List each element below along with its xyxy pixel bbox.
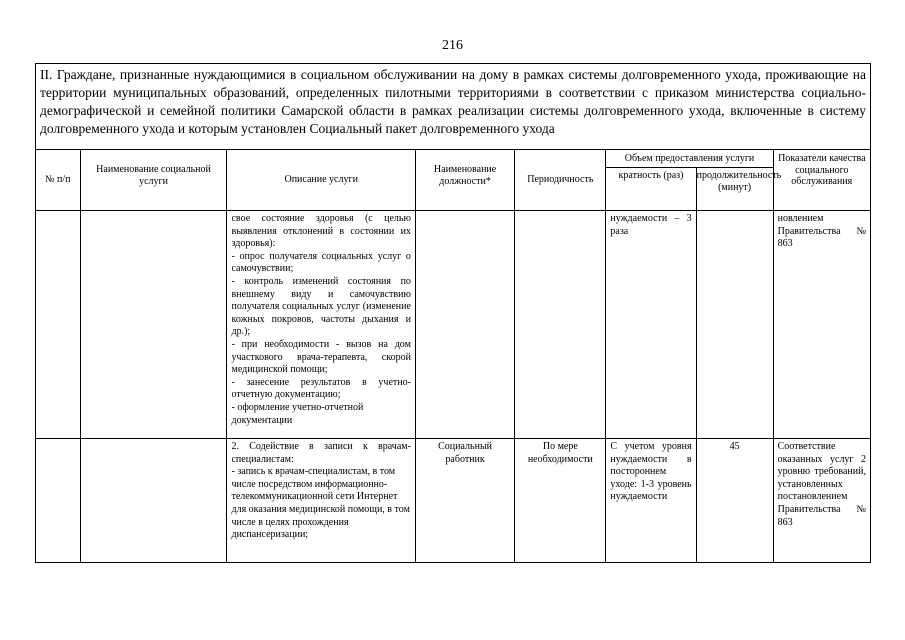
row-description <box>227 211 415 439</box>
row-multiplicity: С учетом уровня нуждаемости в постороннем уходе: 1-3 уровень нуждаемости <box>606 439 696 563</box>
description-line: - запись к врачам-специалистам, в том числе посредством информационно-телекоммуникационной сети Интернет для оказания медицинской помощи, в том числе в целях прохождения диспансеризации; <box>231 466 410 541</box>
header-row-1 <box>36 150 871 168</box>
header-duration: продолжительность (минут) <box>696 168 773 211</box>
table-row <box>36 439 871 563</box>
table-row <box>36 211 871 439</box>
description-line: - опрос получателя социальных услуг о самочувствии; <box>231 250 411 275</box>
row-quality: новлением Правительства № 863 <box>773 211 870 439</box>
description-line: 2. Содействие в записи к врачам-специалистам: <box>231 441 411 465</box>
row-num <box>36 439 81 563</box>
description-line: - оформление учетно-отчетной документации <box>231 401 364 426</box>
section-title: II. Граждане, признанные нуждающимися в социальном обслуживании на дому в рамках системы долговременного ухода, проживающие на территории муниципальных образований, определенных пилотными территориями в соответствии с приказом министерства социально-демографической и семейной политики Самарской области в рамках реализации системы долговременного ухода, включенные в систему долговременного ухода и которым установлен Социальный пакет долговременного ухода <box>36 64 871 150</box>
row-duration <box>696 211 773 439</box>
row-position <box>415 211 514 439</box>
header-volume-group: Объем предоставления услуги <box>606 150 773 168</box>
description-line: - при необходимости - вызов на дом участкового врача-терапевта, скорой медицинской помощи; <box>231 338 411 376</box>
row-periodicity <box>515 211 606 439</box>
header-description: Описание услуги <box>227 150 415 211</box>
header-position: Наименование должности* <box>415 150 514 211</box>
row-multiplicity: нуждаемости – 3 раза <box>606 211 696 439</box>
row-quality: Соответствие оказанных услуг 2 уровню требований, установленных постановлением Правительства № 863 <box>773 439 870 563</box>
header-num: № п/п <box>36 150 81 211</box>
header-quality: Показатели качества социального обслуживания <box>773 150 870 211</box>
section-title-row <box>36 64 871 150</box>
header-periodicity: Периодичность <box>515 150 606 211</box>
description-line: - контроль изменений состояния по внешнему виду и самочувствию получателя социальных услуг (изменение кожных покровов, частоты дыхания и др.); <box>231 275 411 338</box>
row-position: Социальный работник <box>415 439 514 563</box>
header-service-name: Наименование социальной услуги <box>80 150 227 211</box>
row-description <box>227 439 415 563</box>
row-service-name <box>80 211 227 439</box>
services-table <box>35 63 871 563</box>
row-num <box>36 211 81 439</box>
page-number: 216 <box>442 38 463 53</box>
description-line: свое состояние здоровья (с целью выявления отклонений в состоянии их здоровья): <box>231 213 411 250</box>
description-line: - занесение результатов в учетно-отчетную документацию; <box>231 376 411 401</box>
row-service-name <box>80 439 227 563</box>
row-periodicity: По мере необходимости <box>515 439 606 563</box>
header-multiplicity: кратность (раз) <box>606 168 696 211</box>
row-duration: 45 <box>696 439 773 563</box>
